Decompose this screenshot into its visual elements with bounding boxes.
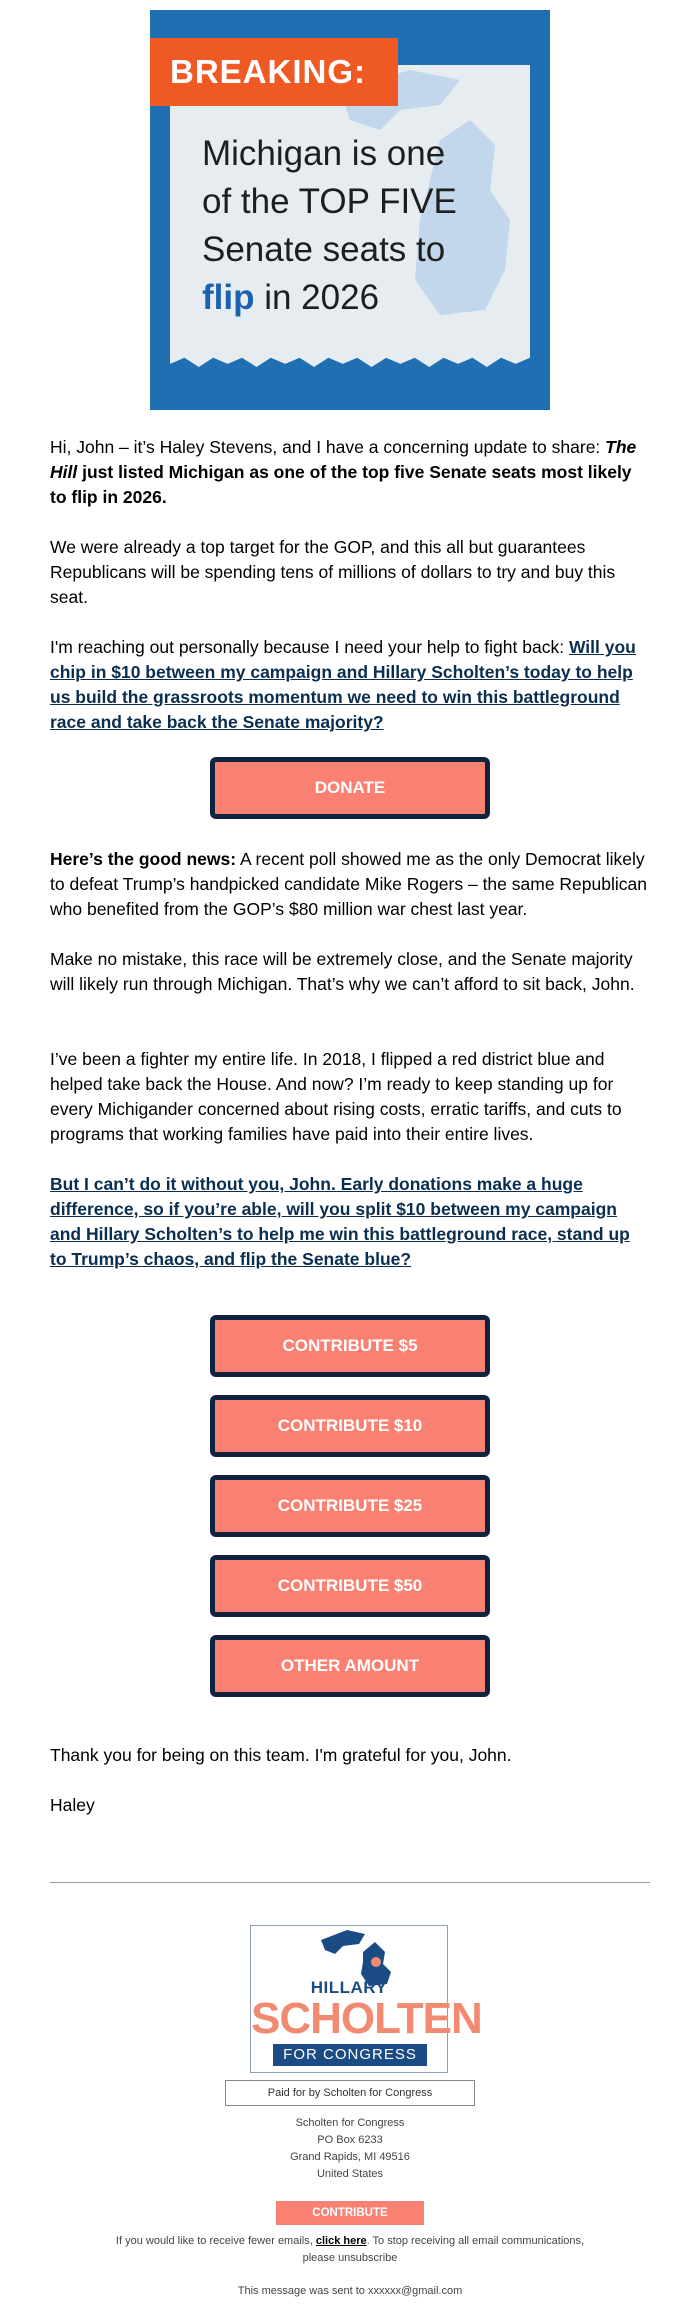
split-donation-link[interactable]: But I can’t do it without you, John. Early donations make a huge difference, so if you’re able, will you split $10 between my campaign and Hillary Scholten’s to help me win this battleground race, stand up to Trump’s chaos, and flip the Senate blue?	[50, 1174, 630, 1269]
chip-in-link[interactable]: Will you chip in $10 between my campaign and Hillary Scholten’s today to help us build the grassroots momentum we need to win this battleground race and take back the Senate majority?	[50, 637, 636, 732]
unsubscribe-text[interactable]: please unsubscribe	[302, 2252, 398, 2264]
fewer-emails-post: . To stop receiving all email communications,	[366, 2235, 585, 2247]
intro-paragraph	[50, 435, 650, 510]
contribute-10-button[interactable]: CONTRIBUTE $10	[210, 1395, 490, 1457]
logo-hillary: HILLARY	[310, 1978, 388, 1997]
footer-contribute-button[interactable]: CONTRIBUTE	[276, 2201, 424, 2225]
paragraph-5: Make no mistake, this race will be extremely close, and the Senate majority will likely run through Michigan. That’s why we can’t afford to sit back, John.	[50, 949, 635, 994]
paid-for-by: Paid for by Scholten for Congress	[225, 2080, 475, 2106]
address-line-4: United States	[316, 2168, 384, 2180]
logo-for-congress: FOR CONGRESS	[273, 2044, 427, 2066]
click-here-link[interactable]: click here	[315, 2235, 367, 2247]
hero-headline	[202, 130, 532, 322]
fewer-emails-pre: If you would like to receive fewer emails,	[115, 2235, 316, 2247]
address-line-1: Scholten for Congress	[295, 2117, 405, 2129]
hero-line-4-rest: in 2026	[254, 278, 380, 317]
hero-line-1: Michigan is one	[202, 134, 446, 173]
hero-line-3: Senate seats to	[202, 230, 446, 269]
contribute-25-button[interactable]: CONTRIBUTE $25	[210, 1475, 490, 1537]
signature: Haley	[50, 1795, 95, 1815]
intro-text: Hi, John – it’s Haley Stevens, and I have a concerning update to share:	[50, 437, 606, 457]
intro-headline: just listed Michigan as one of the top five Senate seats most likely to flip in 2026.	[50, 462, 632, 507]
donate-button[interactable]: DONATE	[210, 757, 490, 819]
hero-line-4	[202, 274, 532, 322]
other-amount-button[interactable]: OTHER AMOUNT	[210, 1635, 490, 1697]
hero-line-2: of the TOP FIVE	[202, 182, 457, 221]
paragraph-2: We were already a top target for the GOP, and this all but guarantees Republicans will be spending tens of millions of dollars to try and buy this seat.	[50, 537, 616, 607]
footer-divider	[50, 1882, 650, 1883]
sent-to-text: This message was sent to xxxxxx@gmail.com	[237, 2285, 463, 2297]
address-line-3: Grand Rapids, MI 49516	[290, 2151, 410, 2163]
good-news-lead: Here’s the good news:	[50, 849, 237, 869]
hero-image	[150, 10, 550, 410]
contribute-5-button[interactable]: CONTRIBUTE $5	[210, 1315, 490, 1377]
breaking-badge: BREAKING:	[150, 38, 398, 106]
paragraph-4-text: A recent poll showed me as the only Democrat likely to defeat Trump’s handpicked candidate Mike Rogers – the same Republican who benefited from the GOP’s $80 million war chest last year.	[50, 849, 647, 919]
paragraph-3	[50, 635, 650, 735]
fewer-emails-text	[0, 2233, 700, 2250]
paragraph-3-text: I'm reaching out personally because I need your help to fight back:	[50, 637, 569, 657]
hero-flip-word: flip	[202, 278, 255, 317]
logo-scholten: SCHOLTEN	[251, 1994, 482, 2043]
paragraph-7	[50, 1172, 650, 1272]
contribute-50-button[interactable]: CONTRIBUTE $50	[210, 1555, 490, 1617]
address-line-2: PO Box 6233	[317, 2134, 383, 2146]
closing-text: Thank you for being on this team. I'm grateful for you, John.	[50, 1745, 512, 1765]
paragraph-6: I’ve been a fighter my entire life. In 2018, I flipped a red district blue and helped take back the House. And now? I’m ready to keep standing up for every Michigander concerned about rising costs, erratic tariffs, and cuts to programs that working families have paid into their entire lives.	[50, 1049, 622, 1144]
intro-source: The Hill	[50, 437, 637, 482]
paragraph-4	[50, 847, 650, 922]
scholten-logo	[250, 1925, 482, 2073]
